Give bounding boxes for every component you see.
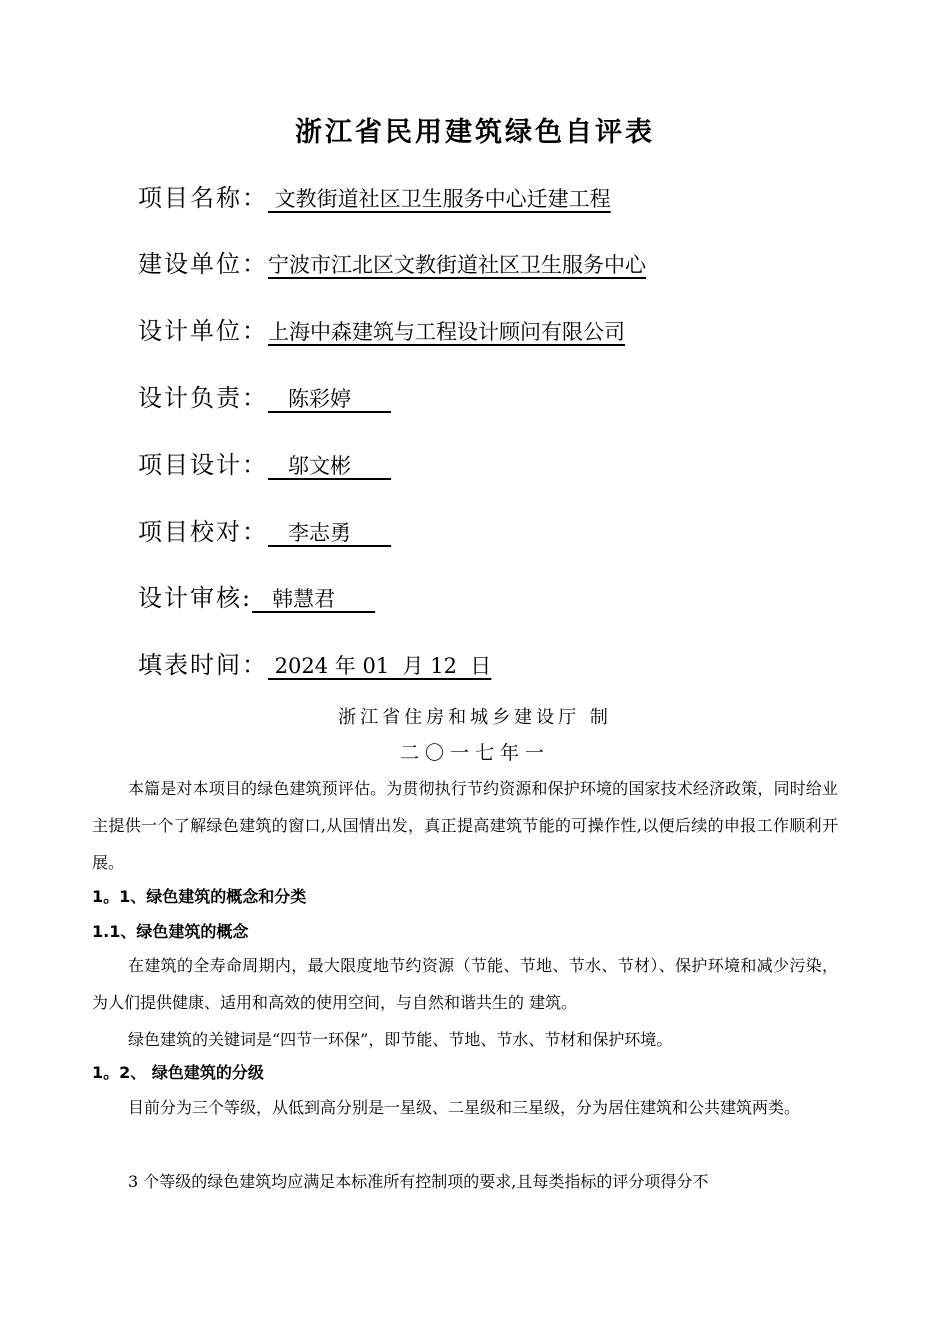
field-fill-date: [138, 645, 491, 679]
field-value: 宁波市江北区文教街道社区卫生服务中心: [268, 253, 646, 277]
field-value: 文教街道社区卫生服务中心迁建工程: [268, 187, 611, 211]
field-label: 设计审核:: [138, 584, 253, 612]
page-title: 浙江省民用建筑绿色自评表: [295, 117, 655, 148]
field-value: 陈彩婷: [268, 387, 392, 411]
requirement-paragraph: 3 个等级的绿色建筑均应满足本标准所有控制项的要求,且每类指标的评分项得分不: [128, 1172, 709, 1191]
field-value: 上海中森建筑与工程设计顾问有限公司: [268, 320, 625, 344]
concept-paragraph: 在建筑的全寿命周期内，最大限度地节约资源（节能、节地、节水、节材）、保护环境和减少污染，为人们提供健康、适用和高效的使用空间，与自然和谐共生的 建筑。: [92, 956, 838, 1012]
field-proofread: [138, 512, 391, 546]
field-value: 李志勇: [268, 521, 392, 545]
field-value: 邬文彬: [268, 454, 392, 478]
issue-date: 二〇一七年一: [399, 742, 550, 764]
field-project-name: [138, 178, 611, 212]
field-value: 韩慧君: [252, 587, 376, 611]
field-label: 设计单位：: [138, 317, 268, 345]
field-label: 项目校对：: [138, 518, 268, 546]
field-label: 填表时间：: [138, 651, 268, 679]
field-design-lead: [138, 378, 391, 412]
issuer: 浙江省住房和城乡建设厅 制: [338, 707, 612, 728]
section-heading-1: 1。1、绿色建筑的概念和分类: [92, 887, 307, 906]
field-project-design: [138, 445, 391, 479]
field-label: 建设单位：: [138, 250, 268, 278]
field-label: 项目设计：: [138, 451, 268, 479]
field-label: 项目名称：: [138, 184, 268, 212]
field-review: [138, 578, 375, 612]
keyword-paragraph: 绿色建筑的关键词是“四节一环保”，即节能、节地、节水、节材和保护环境。: [128, 1030, 673, 1049]
section-heading-1-1: 1.1、绿色建筑的概念: [92, 922, 249, 941]
grading-paragraph: 目前分为三个等级，从低到高分别是一星级、二星级和三星级，分为居住建筑和公共建筑两类。: [128, 1098, 801, 1117]
intro-paragraph: 本篇是对本项目的绿色建筑预评估。为贯彻执行节约资源和保护环境的国家技术经济政策，同时给业主提供一个了解绿色建筑的窗口,从国情出发，真正提高建筑节能的可操作性,以便后续的申报工作顺利开展。: [92, 779, 838, 872]
field-value: 2024 年 01 月 12 日: [268, 654, 492, 678]
section-heading-1-2: 1。2、 绿色建筑的分级: [92, 1063, 264, 1082]
field-design-unit: [138, 311, 625, 345]
field-builder: [138, 244, 646, 278]
field-label: 设计负责：: [138, 384, 268, 412]
